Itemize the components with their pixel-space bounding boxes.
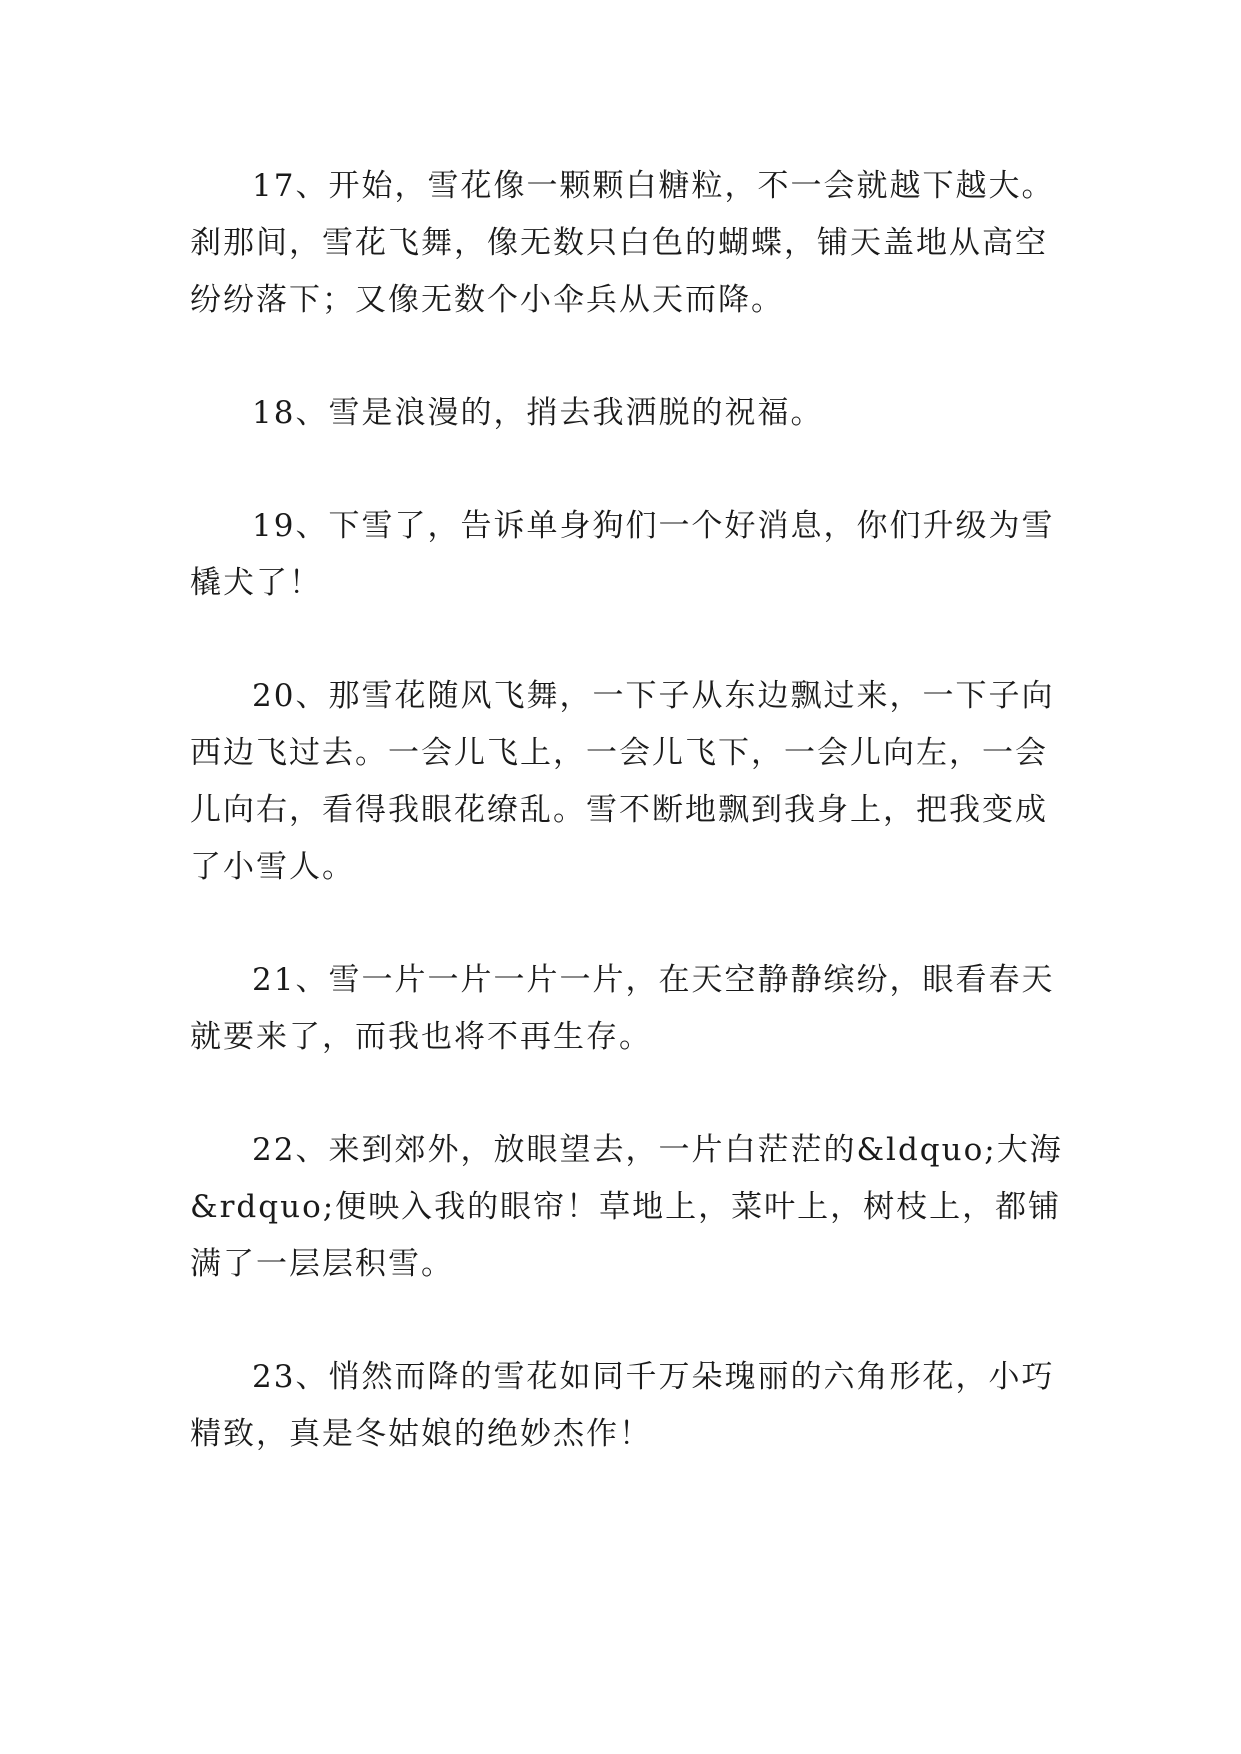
paragraph-19: 19、下雪了，告诉单身狗们一个好消息，你们升级为雪橇犬了！: [190, 508, 1055, 601]
paragraph-17: 17、开始，雪花像一颗颗白糖粒，不一会就越下越大。刹那间，雪花飞舞，像无数只白色的蝴蝶，铺天盖地从高空纷纷落下；又像无数个小伞兵从天而降。: [190, 168, 1055, 318]
paragraph-23: 23、悄然而降的雪花如同千万朵瑰丽的六角形花，小巧精致，真是冬姑娘的绝妙杰作！: [190, 1359, 1055, 1452]
paragraph-20: 20、那雪花随风飞舞，一下子从东边飘过来，一下子向西边飞过去。一会儿飞上，一会儿飞下，一会儿向左，一会儿向右，看得我眼花缭乱。雪不断地飘到我身上，把我变成了小雪人。: [190, 678, 1055, 885]
document-body: [190, 158, 1070, 1519]
paragraph-21: 21、雪一片一片一片一片，在天空静静缤纷，眼看春天就要来了，而我也将不再生存。: [190, 962, 1055, 1055]
paragraph-18: 18、雪是浪漫的，捎去我洒脱的祝福。: [252, 395, 824, 431]
paragraph-22: 22、来到郊外，放眼望去，一片白茫茫的&ldquo;大海&rdquo;便映入我的眼帘！草地上，菜叶上，树枝上，都铺满了一层层积雪。: [190, 1132, 1063, 1282]
